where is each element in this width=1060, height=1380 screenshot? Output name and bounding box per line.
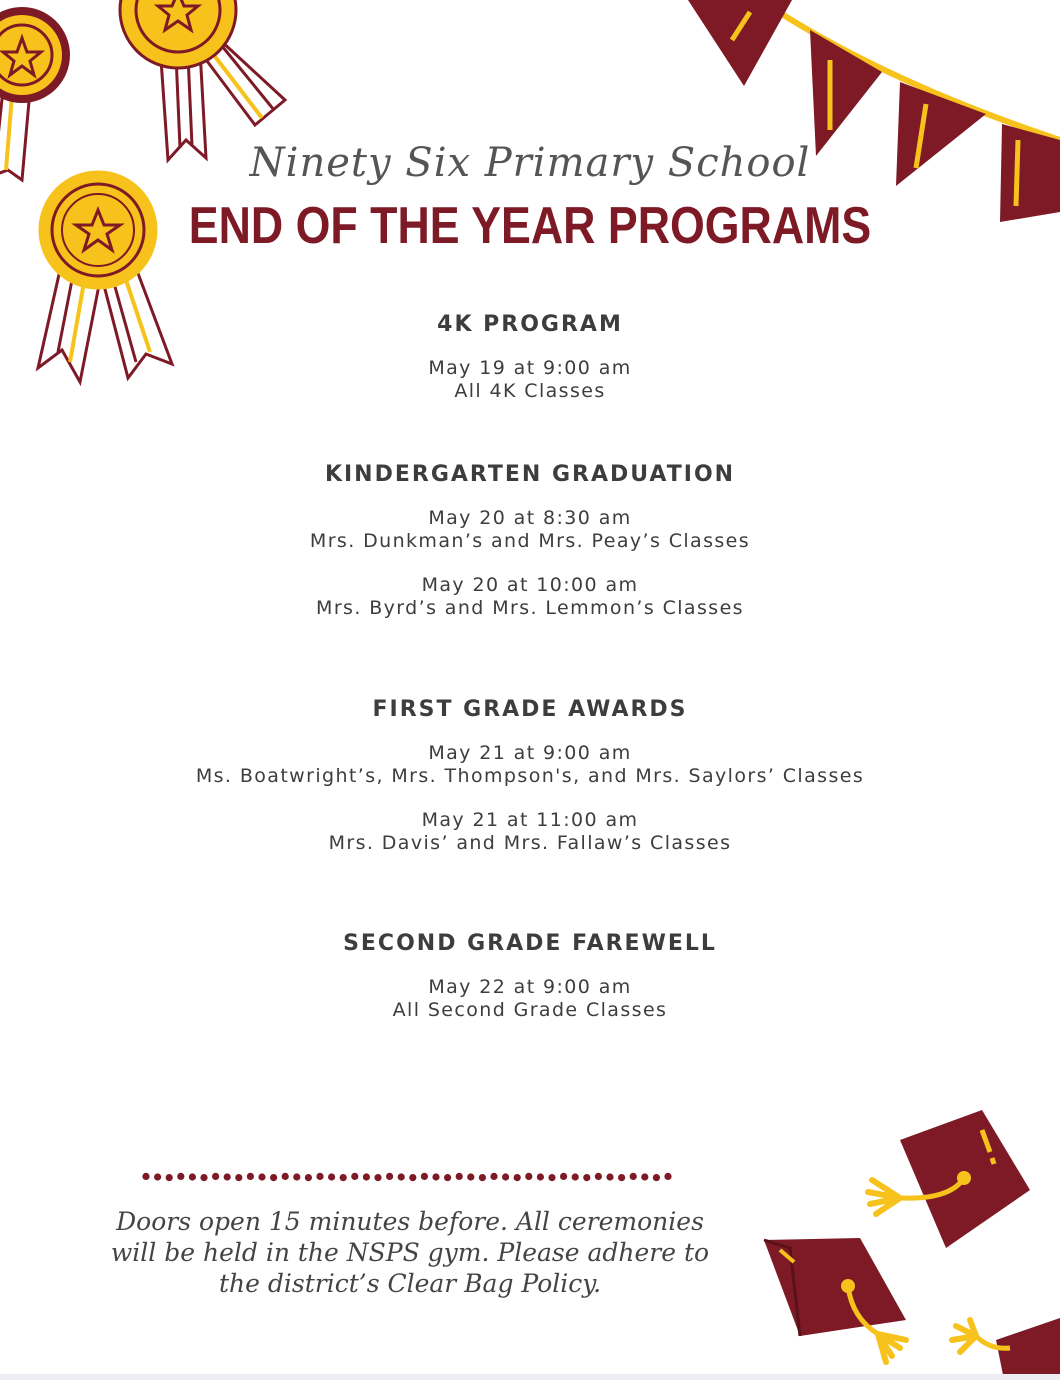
divider-dot	[630, 1173, 637, 1180]
divider-dot	[305, 1174, 312, 1181]
school-name: Ninety Six Primary School	[249, 140, 811, 186]
event-classes: All 4K Classes	[454, 380, 606, 402]
divider-dot	[548, 1174, 555, 1181]
divider-dot	[293, 1173, 300, 1180]
divider-dot	[514, 1174, 521, 1181]
divider-dot	[641, 1173, 648, 1180]
divider-dot	[142, 1173, 149, 1180]
event-time: May 21 at 9:00 am	[428, 742, 632, 764]
divider-dot	[374, 1174, 381, 1181]
bottom-edge	[0, 1374, 1060, 1380]
event-item	[0, 574, 1060, 620]
event-time: May 21 at 11:00 am	[421, 809, 639, 831]
divider-dot	[444, 1174, 451, 1181]
divider-dot	[177, 1173, 184, 1180]
divider-dot	[386, 1173, 393, 1180]
divider-dot	[270, 1174, 277, 1181]
dotted-divider	[140, 1170, 680, 1184]
divider-dot	[282, 1173, 289, 1180]
divider-dot	[154, 1173, 161, 1180]
section-heading: SECOND GRADE FAREWELL	[343, 931, 717, 956]
graduation-cap-icon	[760, 1100, 1060, 1380]
divider-dot	[224, 1173, 231, 1180]
page-title: END OF THE YEAR PROGRAMS	[188, 197, 872, 255]
event-item	[0, 809, 1060, 855]
section-heading: FIRST GRADE AWARDS	[372, 697, 688, 722]
event-classes: Ms. Boatwright’s, Mrs. Thompson's, and Mrs. Saylors’ Classes	[195, 765, 865, 787]
divider-dot	[340, 1174, 347, 1181]
divider-dot	[572, 1173, 579, 1180]
divider-dot	[490, 1173, 497, 1180]
event-classes: Mrs. Byrd’s and Mrs. Lemmon’s Classes	[316, 597, 744, 619]
divider-dot	[525, 1173, 532, 1180]
divider-dot	[502, 1173, 509, 1180]
divider-dot	[235, 1174, 242, 1181]
program-section-4k	[0, 312, 1060, 413]
divider-dot	[421, 1173, 428, 1180]
event-time: May 22 at 9:00 am	[428, 976, 632, 998]
event-item	[0, 357, 1060, 403]
divider-dot	[258, 1173, 265, 1180]
event-item	[0, 742, 1060, 788]
divider-dot	[606, 1173, 613, 1180]
divider-dot	[467, 1173, 474, 1180]
program-section-second-grade	[0, 931, 1060, 1032]
footer-line: Doors open 15 minutes before. All ceremonies	[116, 1207, 704, 1236]
divider-dot	[200, 1174, 207, 1181]
event-classes: All Second Grade Classes	[392, 999, 668, 1021]
divider-dot	[166, 1174, 173, 1181]
divider-dot	[456, 1173, 463, 1180]
divider-dot	[351, 1173, 358, 1180]
divider-dot	[618, 1174, 625, 1181]
program-section-first-grade	[0, 697, 1060, 865]
event-item	[0, 976, 1060, 1022]
program-section-kindergarten	[0, 462, 1060, 630]
divider-dot	[537, 1173, 544, 1180]
event-time: May 20 at 8:30 am	[428, 507, 632, 529]
divider-dot	[432, 1173, 439, 1180]
divider-dot	[363, 1173, 370, 1180]
divider-dot	[664, 1173, 671, 1180]
section-heading: 4K PROGRAM	[437, 312, 623, 337]
divider-dot	[560, 1173, 567, 1180]
divider-dot	[247, 1173, 254, 1180]
event-time: May 20 at 10:00 am	[421, 574, 639, 596]
divider-dot	[398, 1173, 405, 1180]
divider-dot	[479, 1174, 486, 1181]
divider-dot	[316, 1173, 323, 1180]
divider-dot	[595, 1173, 602, 1180]
footer-note	[60, 1206, 760, 1299]
event-item	[0, 507, 1060, 553]
divider-dot	[653, 1174, 660, 1181]
divider-dot	[583, 1174, 590, 1181]
footer-line: will be held in the NSPS gym. Please adhere to	[110, 1238, 710, 1267]
footer-line: the district’s Clear Bag Policy.	[218, 1269, 602, 1298]
section-heading: KINDERGARTEN GRADUATION	[324, 462, 736, 487]
divider-dot	[328, 1173, 335, 1180]
divider-dot	[409, 1174, 416, 1181]
event-classes: Mrs. Dunkman’s and Mrs. Peay’s Classes	[309, 530, 751, 552]
event-time: May 19 at 9:00 am	[428, 357, 632, 379]
divider-dot	[189, 1173, 196, 1180]
event-classes: Mrs. Davis’ and Mrs. Fallaw’s Classes	[328, 832, 732, 854]
divider-dot	[212, 1173, 219, 1180]
